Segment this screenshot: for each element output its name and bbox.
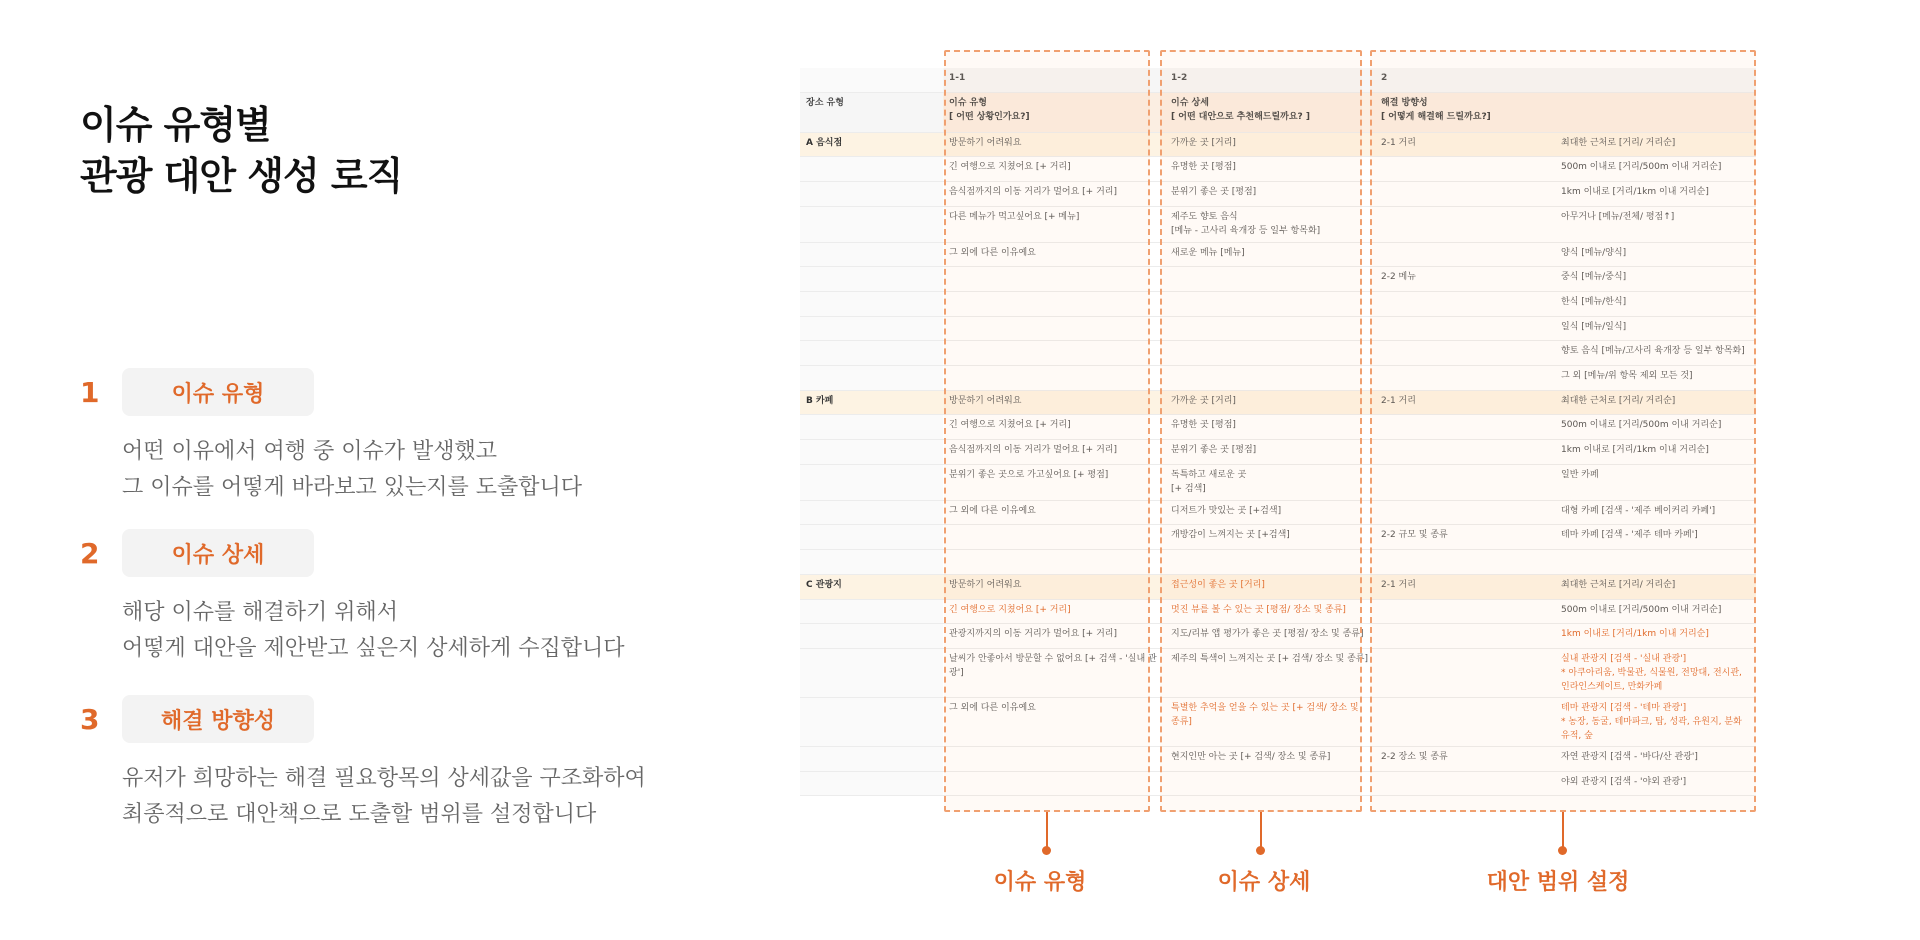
cell-text: * 농장, 동굴, 테마파크, 탑, 성곽, 유원지, 분화유적, 숲 [1561, 716, 1742, 741]
cell-text: 자연 관광지 [검색 - '바다/산 관광'] [1561, 751, 1698, 762]
step-description [122, 434, 582, 506]
cell-text: 접근성이 좋은 곳 [거리] [1171, 579, 1265, 590]
cell-text: 1km 이내로 [거리/1km 이내 거리순] [1561, 629, 1709, 640]
table-cell [800, 500, 943, 525]
step-label-pill: 이슈 유형 [122, 368, 314, 416]
cell-text: 아무거나 [메뉴/전체/ 평점↑] [1561, 211, 1675, 222]
cell-text: 대형 카페 [검색 - '제주 베이커리 카페'] [1561, 505, 1716, 516]
step-desc-line: 어떤 이유에서 여행 중 이슈가 발생했고 [122, 439, 497, 464]
cell-text: 해결 방향성 [1381, 97, 1428, 108]
cell-text: 날씨가 안좋아서 방문할 수 없어요 [+ 검색 - '실내 관광'] [949, 653, 1157, 678]
table-cell [800, 771, 943, 796]
table-cell [800, 746, 943, 771]
callout-alt-range: 대안 범위 설정 [1486, 870, 1630, 895]
connector-dot [1558, 846, 1567, 855]
step-number: 2 [80, 537, 100, 570]
cell-text: 멋진 뷰를 볼 수 있는 곳 [평점/ 장소 및 종류] [1171, 604, 1346, 615]
connector-line [1260, 812, 1262, 850]
table-cell [800, 316, 943, 341]
cell-text: 테마 관광지 [검색 - '테마 관광'] [1561, 702, 1687, 713]
cell-text: 2-1 거리 [1381, 579, 1416, 590]
connector-dot [1256, 846, 1265, 855]
cell-text: 분위기 좋은 곳 [평점] [1171, 186, 1257, 197]
cell-text: 방문하기 어려워요 [949, 137, 1022, 148]
cell-text: 독특하고 새로운 곳 [1171, 469, 1247, 480]
connector-dot [1042, 846, 1051, 855]
step-label-pill: 해결 방향성 [122, 695, 314, 743]
cell-text: 2-1 거리 [1381, 137, 1416, 148]
cell-text: 개방감이 느껴지는 곳 [+검색] [1171, 530, 1290, 541]
step-desc-line: 어떻게 대안을 제안받고 싶은지 상세하게 수집합니다 [122, 636, 625, 661]
cell-text: 분위기 좋은 곳으로 가고싶어요 [+ 평점] [949, 469, 1109, 480]
cell-text: 지도/리뷰 앱 평가가 좋은 곳 [평점/ 장소 및 종류] [1171, 629, 1364, 640]
cell-text: 500m 이내로 [거리/500m 이내 거리순] [1561, 420, 1722, 431]
step-label-pill: 이슈 상세 [122, 529, 314, 577]
cell-text: [ 어떤 상황인가요?] [949, 111, 1030, 122]
cell-text: 일식 [메뉴/일식] [1561, 321, 1627, 332]
step-desc-line: 유저가 희망하는 해결 필요항목의 상세값을 구조화하여 [122, 766, 646, 791]
cell-text: 유명한 곳 [평점] [1171, 420, 1236, 431]
connector-line [1046, 812, 1048, 850]
cell-text: 이슈 유형 [949, 97, 987, 108]
table-cell [800, 181, 943, 206]
cell-text: 1km 이내로 [거리/1km 이내 거리순] [1561, 445, 1709, 456]
table-cell [800, 132, 943, 157]
title-line-2: 관광 대안 생성 로직 [80, 154, 403, 199]
cell-text: 가까운 곳 [거리] [1171, 395, 1236, 406]
cell-text: 가까운 곳 [거리] [1171, 137, 1236, 148]
step-number: 1 [80, 376, 100, 409]
table-cell [800, 267, 943, 292]
table-cell [800, 550, 943, 575]
highlight-issue-type [944, 50, 1150, 812]
cell-text: 방문하기 어려워요 [949, 395, 1022, 406]
cell-text: 2-2 메뉴 [1381, 272, 1416, 283]
table-cell [800, 415, 943, 440]
cell-text: 테마 카페 [검색 - '제주 테마 카페'] [1561, 530, 1698, 541]
cell-text: 2-2 규모 및 종류 [1381, 530, 1448, 541]
cell-text: 실내 관광지 [검색 - '실내 관광'] [1561, 653, 1687, 664]
cell-text: 음식점까지의 이동 거리가 멀어요 [+ 거리] [949, 186, 1117, 197]
cell-text: 2-2 장소 및 종류 [1381, 751, 1448, 762]
callout-issue-detail: 이슈 상세 [1217, 870, 1311, 895]
table-cell [800, 291, 943, 316]
table-header-number [800, 68, 943, 92]
cell-text: 다른 메뉴가 먹고싶어요 [+ 메뉴] [949, 211, 1080, 222]
cell-text: [ 어떻게 해결해 드릴까요?] [1381, 111, 1491, 122]
connector-line [1562, 812, 1564, 850]
cell-text: 최대한 근처로 [거리/ 거리순] [1561, 137, 1676, 148]
cell-text: 디저트가 맛있는 곳 [+검색] [1171, 505, 1282, 516]
step-number: 3 [80, 703, 100, 736]
table-cell [800, 574, 943, 599]
page-title [80, 100, 402, 203]
table-cell [800, 242, 943, 267]
cell-text: 음식점까지의 이동 거리가 멀어요 [+ 거리] [949, 445, 1117, 456]
table-cell [800, 440, 943, 465]
cell-text: 최대한 근처로 [거리/ 거리순] [1561, 579, 1676, 590]
cell-text: 500m 이내로 [거리/500m 이내 거리순] [1561, 162, 1722, 173]
step-desc-line: 최종적으로 대안책으로 도출할 범위를 설정합니다 [122, 802, 597, 827]
table-header-number: 2 [1375, 68, 1555, 92]
cell-text: 긴 여행으로 지쳤어요 [+ 거리] [949, 162, 1071, 173]
cell-text: 긴 여행으로 지쳤어요 [+ 거리] [949, 420, 1071, 431]
cell-text: 그 외 [메뉴/위 항목 제외 모든 것] [1561, 371, 1693, 381]
table-header-number: 1-2 [1165, 68, 1375, 92]
table-cell [800, 341, 943, 366]
cell-text: B 카페 [806, 395, 834, 406]
cell-text: 분위기 좋은 곳 [평점] [1171, 445, 1257, 456]
cell-text: 야외 관광지 [검색 - '야외 관광'] [1561, 776, 1687, 787]
cell-text: 그 외에 다른 이유예요 [949, 505, 1036, 516]
table-cell [800, 390, 943, 415]
table-cell [800, 697, 943, 746]
step-description [122, 761, 646, 833]
cell-text: 이슈 상세 [1171, 97, 1209, 108]
cell-text: 관광지까지의 이동 거리가 멀어요 [+ 거리] [949, 629, 1117, 640]
cell-text: [메뉴 - 고사리 육개장 등 일부 항목화] [1171, 225, 1321, 236]
table-header-cell [800, 92, 943, 132]
cell-text: 최대한 근처로 [거리/ 거리순] [1561, 395, 1676, 406]
step-description [122, 595, 625, 667]
cell-text: * 아쿠아리움, 박물관, 식물원, 전망대, 전시관, 인라인스케이트, 만화카페 [1561, 667, 1742, 692]
cell-text: 한식 [메뉴/한식] [1561, 296, 1627, 307]
cell-text: C 관광지 [806, 579, 842, 590]
table-header-number: 1-1 [943, 68, 1165, 92]
table-cell [800, 366, 943, 391]
cell-text: 향토 음식 [메뉴/고사리 육개장 등 일부 항목화] [1561, 346, 1745, 357]
step-desc-line: 그 이슈를 어떻게 바라보고 있는지를 도출합니다 [122, 475, 583, 500]
table-cell [800, 206, 943, 242]
step-desc-line: 해당 이슈를 해결하기 위해서 [122, 600, 399, 625]
cell-text: 양식 [메뉴/양식] [1561, 247, 1627, 258]
highlight-issue-detail [1160, 50, 1362, 812]
cell-text: [+ 검색] [1171, 483, 1206, 494]
cell-text: 중식 [메뉴/중식] [1561, 272, 1627, 283]
cell-text: 긴 여행으로 지쳤어요 [+ 거리] [949, 604, 1071, 615]
cell-text: 현지인만 아는 곳 [+ 검색/ 장소 및 종류] [1171, 751, 1331, 762]
cell-text: 특별한 추억을 얻을 수 있는 곳 [+ 검색/ 장소 및 종류] [1171, 702, 1359, 727]
table-cell [800, 525, 943, 550]
table-cell [800, 624, 943, 649]
title-line-1: 이슈 유형별 [80, 103, 271, 147]
callout-issue-type: 이슈 유형 [993, 870, 1087, 895]
table-cell [800, 464, 943, 500]
cell-text: 일반 카페 [1561, 469, 1599, 480]
cell-text: 장소 유형 [806, 97, 844, 108]
cell-text: 새로운 메뉴 [메뉴] [1171, 247, 1245, 258]
cell-text: 500m 이내로 [거리/500m 이내 거리순] [1561, 604, 1722, 615]
cell-text: 2-1 거리 [1381, 395, 1416, 406]
cell-text: [ 어떤 대안으로 추천해드릴까요? ] [1171, 111, 1311, 122]
table-cell [800, 648, 943, 697]
cell-text: A 음식점 [806, 137, 843, 148]
cell-text: 그 외에 다른 이유예요 [949, 702, 1036, 713]
table-cell [800, 599, 943, 624]
cell-text: 제주의 특색이 느껴지는 곳 [+ 검색/ 장소 및 종류] [1171, 653, 1368, 664]
highlight-alt-range [1370, 50, 1756, 812]
cell-text: 제주도 향토 음식 [1171, 211, 1238, 222]
cell-text: 유명한 곳 [평점] [1171, 162, 1236, 173]
cell-text: 그 외에 다른 이유예요 [949, 247, 1036, 258]
cell-text: 방문하기 어려워요 [949, 579, 1022, 590]
table-cell [800, 157, 943, 182]
cell-text: 1km 이내로 [거리/1km 이내 거리순] [1561, 186, 1709, 197]
